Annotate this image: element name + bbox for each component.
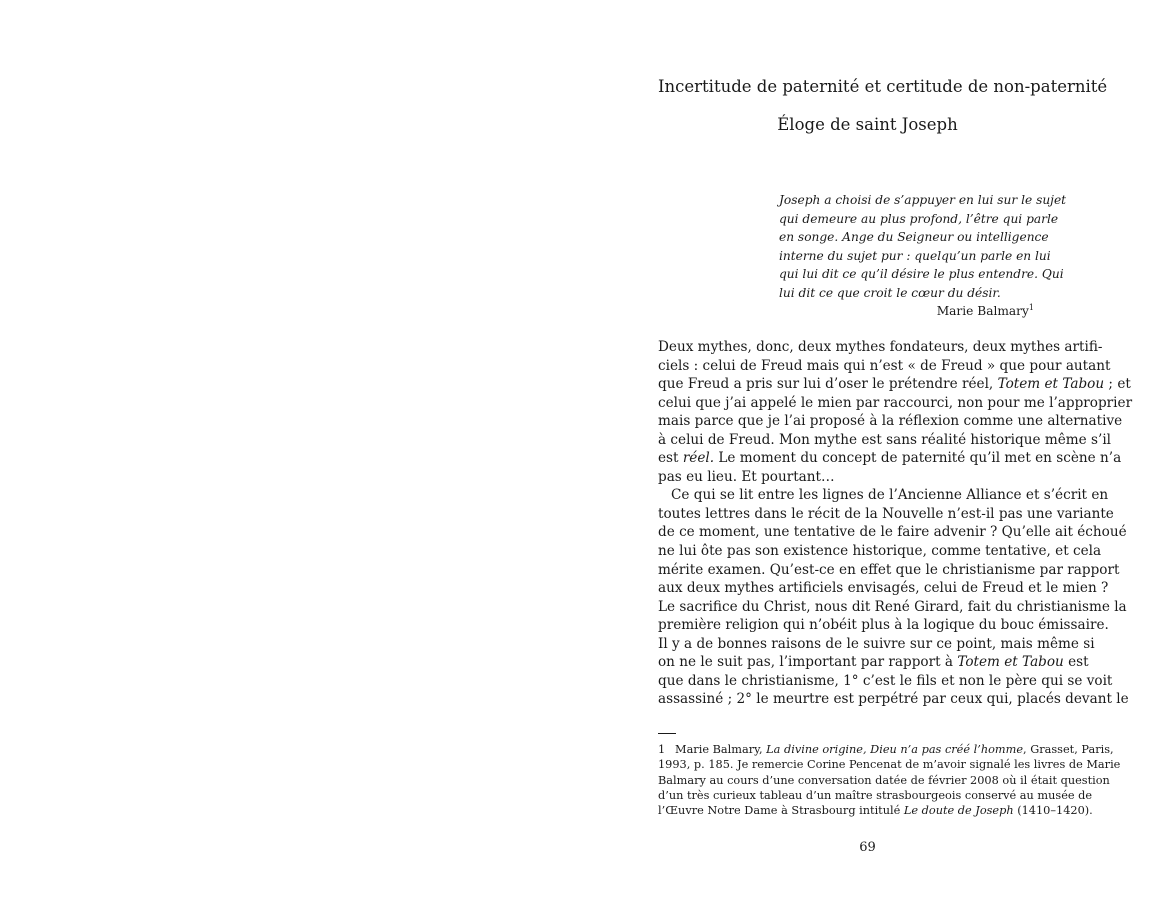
text-line: aux deux mythes artificiels envisagés, celui de Freud et le mien ? xyxy=(658,580,1109,597)
text-line: pas eu lieu. Et pourtant… xyxy=(658,468,835,485)
epigraph-attribution xyxy=(779,302,1034,321)
chapter-title: Incertitude de paternité et certitude de non-paternité xyxy=(658,77,1108,96)
paragraph-1 xyxy=(658,338,1133,486)
footnote xyxy=(658,742,1121,818)
chapter-subtitle: Éloge de saint Joseph xyxy=(777,115,958,134)
footnote-line: l’Œuvre Notre Dame à Strasbourg intitulé Le doute de Joseph (1410–1420). xyxy=(658,804,1093,818)
text-line: Le sacrifice du Christ, nous dit René Girard, fait du christianisme la xyxy=(658,598,1127,615)
footnote-line: d’un très curieux tableau d’un maître strasbourgeois conservé au musée de xyxy=(658,788,1093,802)
text-line: ne lui ôte pas son existence historique, comme tentative, et cela xyxy=(658,543,1102,560)
epigraph-line: lui dit ce que croit le cœur du désir. xyxy=(779,285,1001,300)
text-line: celui que j’ai appelé le mien par raccourci, non pour me l’approprier xyxy=(658,394,1133,411)
epigraph-line: qui demeure au plus profond, l’être qui parle xyxy=(779,211,1059,226)
epigraph-line: qui lui dit ce qu’il désire le plus entendre. Qui xyxy=(779,267,1064,281)
epigraph-line: en songe. Ange du Seigneur ou intelligence xyxy=(779,230,1049,244)
text-line: assassiné ; 2° le meurtre est perpétré par ceux qui, placés devant le xyxy=(658,691,1129,708)
text-line: mais parce que je l’ai proposé à la réflexion comme une alternative xyxy=(658,413,1123,430)
body-text xyxy=(658,338,1133,709)
footnote-line: 1993, p. 185. Je remercie Corine Pencenat de m’avoir signalé les livres de Marie xyxy=(658,758,1121,772)
text-line: première religion qui n’obéit plus à la logique du bouc émissaire. xyxy=(658,617,1109,634)
text-line: toutes lettres dans le récit de la Nouvelle n’est-il pas une variante xyxy=(658,505,1114,522)
book-page xyxy=(658,0,1133,904)
epigraph xyxy=(779,191,1067,321)
paragraph-2 xyxy=(658,486,1129,709)
epigraph-author: Marie Balmary xyxy=(936,304,1029,318)
epigraph-line: Joseph a choisi de s’appuyer en lui sur le sujet xyxy=(779,193,1067,207)
page-number: 69 xyxy=(859,840,876,855)
text-line: est réel. Le moment du concept de paternité qu’il met en scène n’a xyxy=(658,450,1122,467)
text-line: ciels : celui de Freud mais qui n’est « de Freud » que pour autant xyxy=(658,357,1111,374)
footnote-line: Balmary au cours d’une conversation datée de février 2008 où il était question xyxy=(658,773,1110,787)
footnote-reference[interactable]: 1 xyxy=(1028,302,1034,312)
text-line: Il y a de bonnes raisons de le suivre sur ce point, mais même si xyxy=(658,635,1095,652)
text-line: de ce moment, une tentative de le faire advenir ? Qu’elle ait échoué xyxy=(658,524,1127,541)
footnote-separator xyxy=(658,733,676,734)
epigraph-line: interne du sujet pur : quelqu’un parle en lui xyxy=(779,248,1051,263)
text-line: à celui de Freud. Mon mythe est sans réalité historique même s’il xyxy=(658,431,1112,448)
text-line: Ce qui se lit entre les lignes de l’Ancienne Alliance et s’écrit en xyxy=(671,487,1109,504)
footnote-line: 1 Marie Balmary, La divine origine, Dieu n’a pas créé l’homme, Grasset, Paris, xyxy=(658,743,1114,756)
footnote-number: 1 xyxy=(658,743,666,756)
text-line: que Freud a pris sur lui d’oser le prétendre réel, Totem et Tabou ; et xyxy=(658,376,1131,393)
text-line: on ne le suit pas, l’important par rapport à Totem et Tabou est xyxy=(658,654,1089,671)
text-line: mérite examen. Qu’est-ce en effet que le christianisme par rapport xyxy=(658,561,1120,578)
text-line: que dans le christianisme, 1° c’est le fils et non le père qui se voit xyxy=(658,672,1113,689)
text-line: Deux mythes, donc, deux mythes fondateurs, deux mythes artifi- xyxy=(658,339,1103,355)
